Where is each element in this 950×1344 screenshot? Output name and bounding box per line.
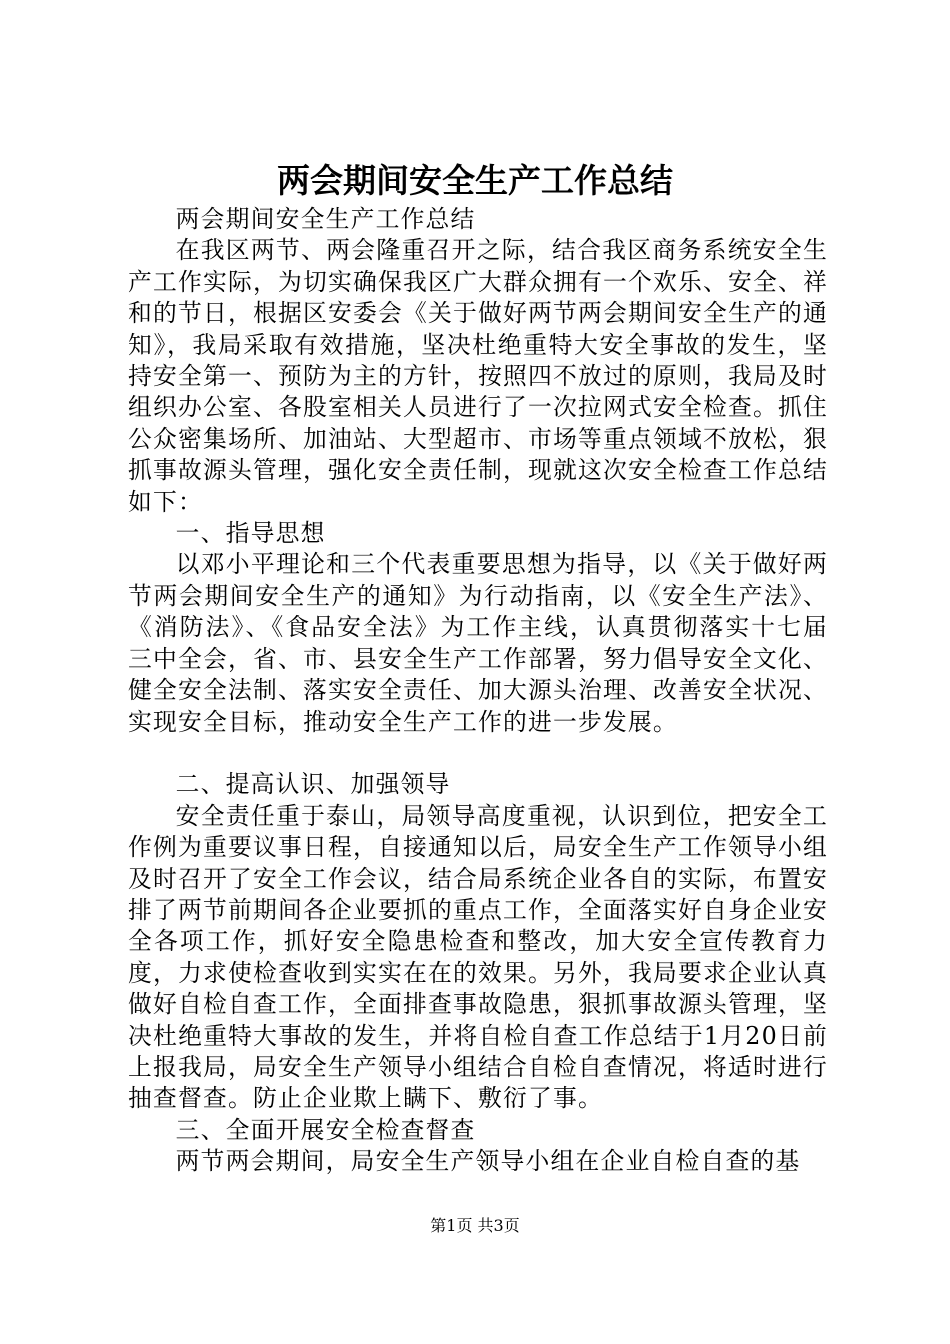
section-3-paragraph: 两节两会期间，局安全生产领导小组在企业自检自查的基 — [175, 1147, 801, 1176]
intro-paragraph: 在我区两节、两会隆重召开之际，结合我区商务系统安全生产工作实际，为切实确保我区广大群众拥有一个欢乐、安全、祥和的节日，根据区安委会《关于做好两节两会期间安全生产的通知》，我局采取有效措施，坚决杜绝重特大安全事故的发生，坚持安全第一、预防为主的方针，按照四不放过的原则，我局及时组织办公室、各股室相关人员进行了一次拉网式安全检查。抓住公众密集场所、加油站、大型超市、市场等重点领域不放松，狠抓事故源头管理，强化安全责任制，现就这次安全检查工作总结如下： — [128, 236, 828, 516]
section-2-heading: 二、提高认识、加强领导 — [175, 770, 451, 799]
document-body — [128, 204, 828, 1178]
paragraph-spacer — [128, 738, 828, 769]
page-indicator: 第1页 共3页 — [430, 1216, 520, 1235]
section-2-paragraph: 安全责任重于泰山，局领导高度重视，认识到位，把安全工作例为重要议事日程，自接通知以后，局安全生产工作领导小组及时召开了安全工作会议，结合局系统企业各自的实际，布置安排了两节前期间各企业要抓的重点工作，全面落实好自身企业安全各项工作，抓好安全隐患检查和整改，加大安全宣传教育力度，力求使检查收到实实在在的效果。另外，我局要求企业认真做好自检自查工作，全面排查事故隐患，狠抓事故源头管理，坚决杜绝重特大事故的发生，并将自检自查工作总结于1月20日前上报我局，局安全生产领导小组结合自检自查情况，将适时进行抽查督查。防止企业欺上瞒下、敷衍了事。 — [128, 801, 828, 1113]
section-3-heading: 三、全面开展安全检查督查 — [175, 1115, 476, 1144]
document-subtitle: 两会期间安全生产工作总结 — [175, 205, 476, 233]
document-title: 两会期间安全生产工作总结 — [277, 161, 673, 200]
section-1-heading: 一、指导思想 — [175, 519, 326, 548]
section-1-paragraph: 以邓小平理论和三个代表重要思想为指导，以《关于做好两节两会期间安全生产的通知》为行动指南，以《安全生产法》、《消防法》、《食品安全法》为工作主线，认真贯彻落实十七届三中全会，省、市、县安全生产工作部署，努力倡导安全文化、健全安全法制、落实安全责任、加大源头治理、改善安全状况、实现安全目标，推动安全生产工作的进一步发展。 — [128, 550, 828, 736]
